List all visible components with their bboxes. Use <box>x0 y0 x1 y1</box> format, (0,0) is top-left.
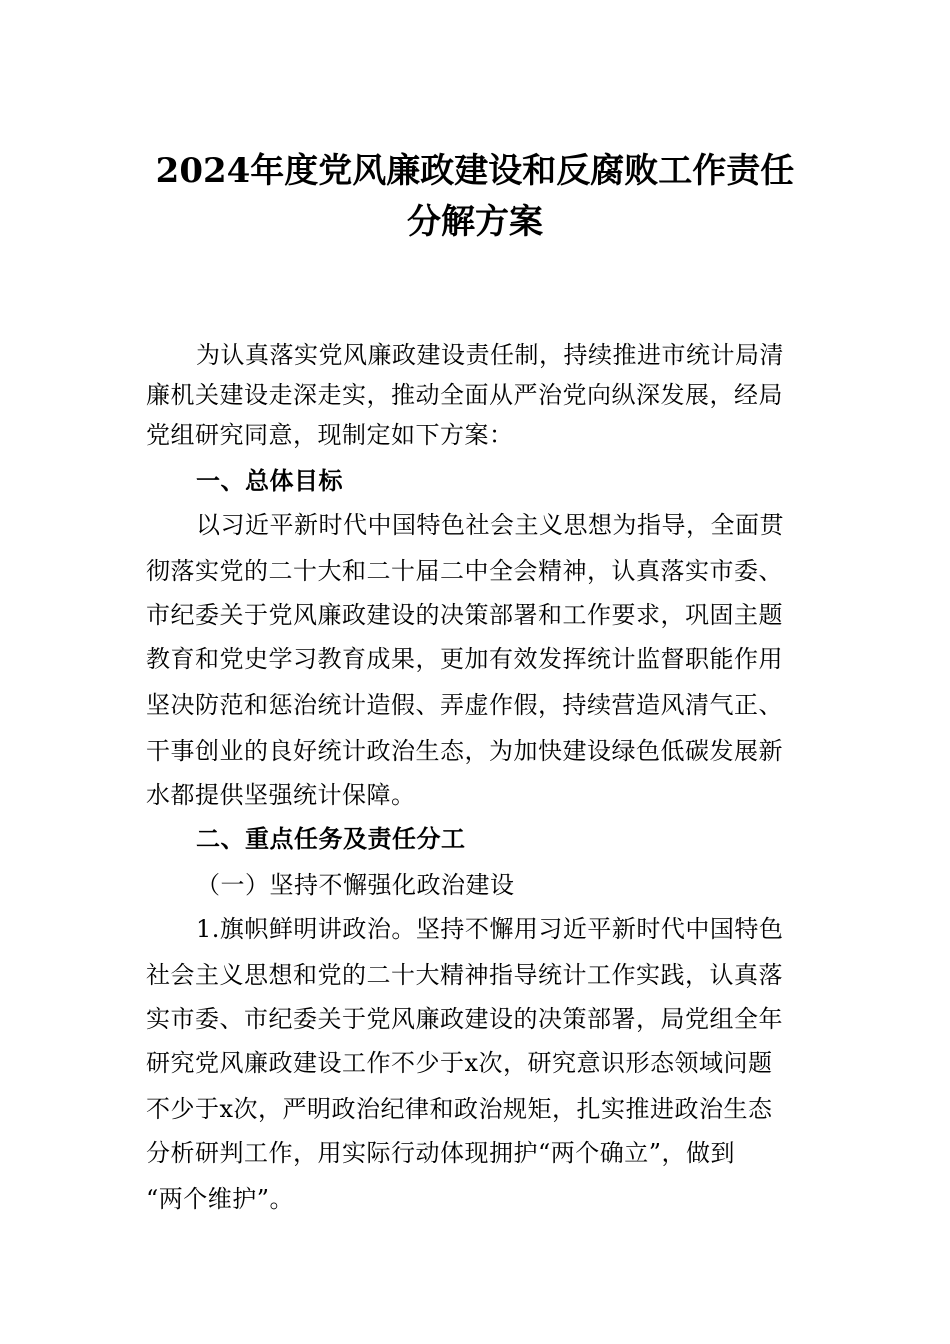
section-heading: 一、总体目标 <box>196 467 343 495</box>
intro-line: 党组研究同意，现制定如下方案： <box>146 421 514 449</box>
item-body-line: 1.旗帜鲜明讲政治。坚持不懈用习近平新时代中国特色 <box>196 915 784 943</box>
item-body-line: 研究党风廉政建设工作不少于x次，研究意识形态领域问题 <box>146 1049 773 1077</box>
item-body-line: 分析研判工作，用实际行动体现拥护“两个确立”，做到 <box>146 1139 736 1167</box>
section-body-line: 坚决防范和惩治统计造假、弄虚作假，持续营造风清气正、 <box>146 691 783 719</box>
section-body-line: 水都提供坚强统计保障。 <box>146 781 416 809</box>
section-body-line: 以习近平新时代中国特色社会主义思想为指导，全面贯 <box>196 511 784 539</box>
subsection-heading: （一）坚持不懈强化政治建设 <box>196 871 515 899</box>
intro-line: 为认真落实党风廉政建设责任制，持续推进市统计局清 <box>196 341 784 369</box>
section-body-line: 彻落实党的二十大和二十届二中全会精神，认真落实市委、 <box>146 557 783 585</box>
item-body-line: “两个维护”。 <box>146 1185 295 1213</box>
section-body-line: 干事创业的良好统计政治生态，为加快建设绿色低碳发展新 <box>146 737 783 765</box>
section-heading: 二、重点任务及责任分工 <box>196 825 466 853</box>
intro-line: 廉机关建设走深走实，推动全面从严治党向纵深发展，经局 <box>146 381 783 409</box>
document-title-line-1: 2024年度党风廉政建设和反腐败工作责任 <box>155 151 795 191</box>
section-body-line: 教育和党史学习教育成果，更加有效发挥统计监督职能作用 <box>146 645 783 673</box>
item-body-line: 社会主义思想和党的二十大精神指导统计工作实践，认真落 <box>146 961 783 989</box>
section-body-line: 市纪委关于党风廉政建设的决策部署和工作要求，巩固主题 <box>146 601 783 629</box>
document-title-line-2: 分解方案 <box>407 202 543 242</box>
item-body-line: 实市委、市纪委关于党风廉政建设的决策部署，局党组全年 <box>146 1005 783 1033</box>
item-body-line: 不少于x次，严明政治纪律和政治规矩，扎实推进政治生态 <box>146 1095 773 1123</box>
